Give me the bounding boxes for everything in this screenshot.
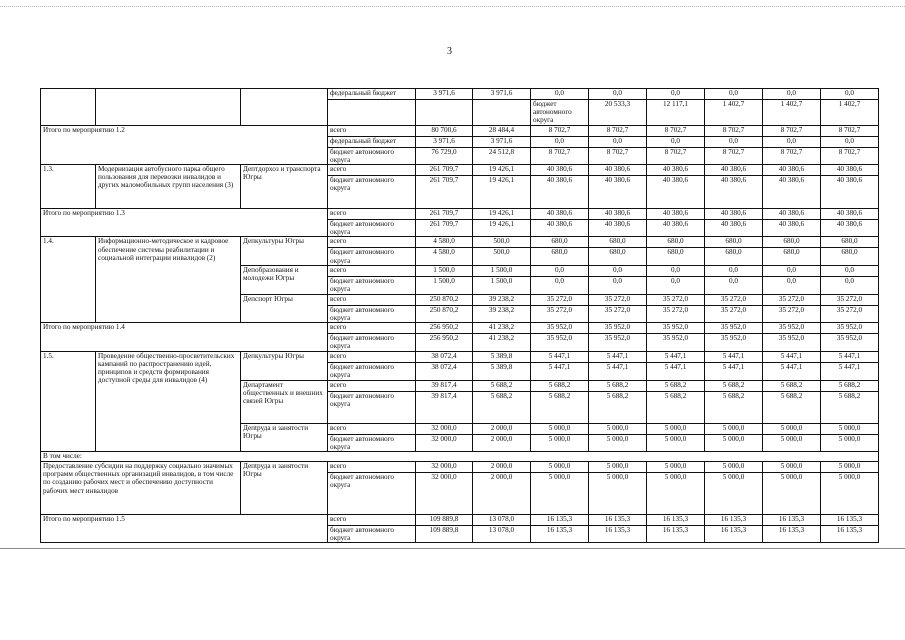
amount-cell: 16 135,3 [763,515,821,526]
amount-cell: 5 000,0 [821,473,879,515]
amount-cell: 680,0 [763,248,821,265]
funding-source: федеральный бюджет [328,89,416,100]
amount-cell: 500,0 [473,237,531,248]
funding-source: бюджет автономного округа [328,248,416,265]
amount-cell: 16 135,3 [763,526,821,543]
amount-cell: 261 709,7 [416,176,473,209]
amount-cell: 8 702,7 [763,125,821,136]
amount-cell: 5 000,0 [589,473,647,515]
funding-source: всего [328,294,416,305]
amount-cell: 35 952,0 [531,323,589,334]
amount-cell: 5 688,2 [589,391,647,423]
amount-cell: 261 709,7 [416,209,473,220]
funding-source: всего [328,515,416,526]
amount-cell: 35 272,0 [821,294,879,305]
amount-cell: 16 135,3 [647,515,705,526]
amount-cell: 32 000,0 [416,473,473,515]
table-body [41,89,879,543]
amount-cell: 40 380,6 [531,176,589,209]
amount-cell: 4 580,0 [416,248,473,265]
amount-cell: 40 380,6 [531,220,589,237]
amount-cell: 8 702,7 [705,147,763,164]
responsible-executor: Депtруда и занятости Югры [241,423,328,451]
amount-cell: 680,0 [589,248,647,265]
amount-cell: 40 380,6 [821,209,879,220]
measure-number: 1.5. [41,351,96,451]
amount-cell: 0,0 [763,136,821,147]
amount-cell: 5 000,0 [705,473,763,515]
responsible-executor: Депкультуры Югры [241,351,328,380]
amount-cell: 13 078,0 [473,515,531,526]
amount-cell: 0,0 [647,136,705,147]
amount-cell: 8 702,7 [763,147,821,164]
amount-cell: 5 688,2 [647,380,705,391]
amount-cell: 35 272,0 [589,305,647,322]
amount-cell: 40 380,6 [531,209,589,220]
amount-cell: 35 272,0 [705,305,763,322]
amount-cell: 0,0 [589,136,647,147]
amount-cell: 5 688,2 [821,380,879,391]
amount-cell: 1 402,7 [821,100,879,126]
amount-cell: 5 688,2 [531,391,589,423]
amount-cell: 5 688,2 [821,391,879,423]
funding-source: бюджет автономного округа [328,305,416,322]
amount-cell: 0,0 [763,276,821,294]
amount-cell: 5 000,0 [763,434,821,451]
amount-cell: 8 702,7 [531,147,589,164]
amount-cell: 261 709,7 [416,220,473,237]
amount-cell: 5 447,1 [589,351,647,362]
amount-cell: 5 000,0 [589,434,647,451]
amount-cell: 0,0 [531,276,589,294]
table-row [41,165,879,176]
amount-cell: 680,0 [821,248,879,265]
amount-cell: 0,0 [531,136,589,147]
amount-cell: 680,0 [531,237,589,248]
funding-source: всего [328,380,416,391]
amount-cell: 35 952,0 [531,334,589,351]
amount-cell: 680,0 [531,248,589,265]
amount-cell: 39 238,2 [473,305,531,322]
amount-cell: 3 971,6 [416,89,473,100]
amount-cell: 5 000,0 [589,462,647,473]
amount-cell: 3 971,6 [416,136,473,147]
measure-name [416,100,473,126]
amount-cell: 40 380,6 [705,176,763,209]
amount-cell: 39 817,4 [416,380,473,391]
amount-cell: 1 500,0 [473,276,531,294]
amount-cell: 8 702,7 [821,147,879,164]
measure-number [328,100,416,126]
responsible-executor: Депспорт Югры [241,294,328,322]
amount-cell: 5 000,0 [763,423,821,434]
measure-name: Информационно-методическое и кадровое обеспечение системы реабилитации и социальной интеграции инвалидов (2) [96,237,241,323]
amount-cell: 35 272,0 [763,305,821,322]
amount-cell: 8 702,7 [647,125,705,136]
amount-cell: 256 950,2 [416,323,473,334]
amount-cell: 35 952,0 [763,323,821,334]
amount-cell: 16 135,3 [589,515,647,526]
amount-cell: 19 426,1 [473,165,531,176]
amount-cell: 24 512,8 [473,147,531,164]
amount-cell: 680,0 [763,237,821,248]
amount-cell: 0,0 [647,89,705,100]
responsible-executor [241,89,328,126]
amount-cell: 5 447,1 [531,351,589,362]
amount-cell: 5 688,2 [705,380,763,391]
table-row [41,515,879,526]
funding-source: всего [328,209,416,220]
amount-cell: 8 702,7 [821,125,879,136]
amount-cell: 19 426,1 [473,220,531,237]
amount-cell: 40 380,6 [647,220,705,237]
amount-cell: 8 702,7 [647,147,705,164]
amount-cell: 35 272,0 [705,294,763,305]
amount-cell: 680,0 [647,248,705,265]
amount-cell: 5 688,2 [473,391,531,423]
amount-cell: 680,0 [821,237,879,248]
amount-cell: 16 135,3 [531,526,589,543]
amount-cell: 40 380,6 [763,220,821,237]
amount-cell: 680,0 [705,237,763,248]
amount-cell: 40 380,6 [647,165,705,176]
funding-source: федеральный бюджет [328,136,416,147]
amount-cell: 5 688,2 [763,391,821,423]
amount-cell: 0,0 [763,89,821,100]
amount-cell: 39 817,4 [416,391,473,423]
responsible-executor: Депtруда и занятости Югры [241,462,328,515]
responsible-executor: Депобразования и молодежи Югры [241,265,328,294]
funding-source: бюджет автономного округа [328,362,416,380]
amount-cell: 680,0 [647,237,705,248]
funding-source: бюджет автономного округа [328,434,416,451]
amount-cell: 40 380,6 [589,176,647,209]
amount-cell: 5 000,0 [647,462,705,473]
table-row [41,89,879,100]
amount-cell: 0,0 [647,276,705,294]
measure-name [96,89,241,126]
amount-cell: 5 000,0 [763,462,821,473]
amount-cell: 2 000,0 [473,462,531,473]
amount-cell: 8 702,7 [589,147,647,164]
amount-cell: 250 870,2 [416,305,473,322]
amount-cell: 40 380,6 [821,176,879,209]
amount-cell: 0,0 [705,276,763,294]
amount-cell: 35 952,0 [705,323,763,334]
amount-cell: 40 380,6 [705,220,763,237]
amount-cell: 1 500,0 [473,265,531,276]
amount-cell: 40 380,6 [763,176,821,209]
amount-cell: 35 272,0 [647,294,705,305]
responsible-executor [473,100,531,126]
amount-cell: 0,0 [531,265,589,276]
amount-cell: 0,0 [821,89,879,100]
amount-cell: 35 952,0 [589,334,647,351]
subtotal-title: Итого по мероприятию 1.2 [41,125,328,164]
amount-cell: 5 447,1 [705,362,763,380]
budget-table [40,88,879,543]
amount-cell: 35 272,0 [647,305,705,322]
amount-cell: 5 000,0 [705,423,763,434]
amount-cell: 680,0 [589,237,647,248]
amount-cell: 5 447,1 [763,362,821,380]
amount-cell: 0,0 [821,136,879,147]
funding-source: бюджет автономного округа [328,334,416,351]
funding-source: бюджет автономного округа [328,276,416,294]
amount-cell: 5 688,2 [647,391,705,423]
amount-cell: 40 380,6 [821,220,879,237]
table-row [41,209,879,220]
funding-source: бюджет автономного округа [328,147,416,164]
funding-source: бюджет автономного округа [328,391,416,423]
amount-cell: 5 000,0 [531,462,589,473]
amount-cell: 0,0 [589,89,647,100]
amount-cell: 5 688,2 [473,380,531,391]
amount-cell: 5 000,0 [647,473,705,515]
amount-cell: 35 272,0 [531,305,589,322]
amount-cell: 38 072,4 [416,351,473,362]
amount-cell: 5 688,2 [763,380,821,391]
funding-source: всего [328,265,416,276]
amount-cell: 35 272,0 [763,294,821,305]
amount-cell: 5 447,1 [589,362,647,380]
amount-cell: 0,0 [705,265,763,276]
amount-cell: 35 272,0 [821,305,879,322]
responsible-executor: Депкультуры Югры [241,237,328,265]
amount-cell: 5 000,0 [763,473,821,515]
amount-cell: 261 709,7 [416,165,473,176]
amount-cell: 16 135,3 [705,526,763,543]
amount-cell: 5 000,0 [821,423,879,434]
amount-cell: 5 000,0 [821,434,879,451]
amount-cell: 5 447,1 [531,362,589,380]
amount-cell: 1 500,0 [416,276,473,294]
subtotal-title: Итого по мероприятию 1.3 [41,209,328,237]
amount-cell: 19 426,1 [473,209,531,220]
funding-source: всего [328,237,416,248]
funding-source: бюджет автономного округа [328,220,416,237]
amount-cell: 5 000,0 [531,473,589,515]
amount-cell: 40 380,6 [589,209,647,220]
amount-cell: 2 000,0 [473,473,531,515]
amount-cell: 109 889,8 [416,515,473,526]
amount-cell: 35 952,0 [647,334,705,351]
amount-cell: 35 952,0 [647,323,705,334]
amount-cell: 0,0 [821,276,879,294]
funding-source: бюджет автономного округа [531,100,589,126]
amount-cell: 3 971,6 [473,89,531,100]
funding-source: всего [328,423,416,434]
amount-cell: 16 135,3 [705,515,763,526]
subtotal-title: Предоставление субсидии на поддержку социально значимых программ общественных организаций инвалидов, в том числе по созданию рабочих мест и обеспечению доступности рабочих мест инвалидов [41,462,241,515]
subtotal-title: Итого по мероприятию 1.4 [41,323,328,351]
amount-cell: 0,0 [705,136,763,147]
amount-cell: 5 000,0 [821,462,879,473]
amount-cell: 40 380,6 [531,165,589,176]
measure-number: 1.4. [41,237,96,323]
amount-cell: 32 000,0 [416,423,473,434]
table-row [41,237,879,248]
amount-cell: 5 000,0 [531,423,589,434]
table-row [41,125,879,136]
amount-cell: 1 500,0 [416,265,473,276]
amount-cell: 5 000,0 [705,434,763,451]
amount-cell: 40 380,6 [647,176,705,209]
amount-cell: 5 000,0 [647,434,705,451]
amount-cell: 5 447,1 [821,362,879,380]
funding-source: всего [328,323,416,334]
amount-cell: 5 389,8 [473,362,531,380]
amount-cell: 5 389,8 [473,351,531,362]
amount-cell: 13 078,0 [473,526,531,543]
measure-name: Проведение общественно-просветительских кампаний по распространению идей, принципов и средств формирования доступной среды для инвалидов (4) [96,351,241,451]
table-row [41,452,879,462]
measure-number [41,89,96,126]
amount-cell: 1 402,7 [763,100,821,126]
amount-cell: 80 700,6 [416,125,473,136]
amount-cell: 5 447,1 [821,351,879,362]
amount-cell: 40 380,6 [763,209,821,220]
amount-cell: 5 688,2 [705,391,763,423]
amount-cell: 109 889,8 [416,526,473,543]
amount-cell: 35 272,0 [531,294,589,305]
amount-cell: 0,0 [705,89,763,100]
amount-cell: 8 702,7 [531,125,589,136]
amount-cell: 5 688,2 [589,380,647,391]
amount-cell: 5 000,0 [531,434,589,451]
amount-cell: 41 238,2 [473,334,531,351]
amount-cell: 16 135,3 [821,526,879,543]
amount-cell: 35 952,0 [589,323,647,334]
amount-cell: 16 135,3 [531,515,589,526]
amount-cell: 4 580,0 [416,237,473,248]
amount-cell: 35 952,0 [821,334,879,351]
section-note: В том числе: [41,452,879,462]
amount-cell: 32 000,0 [416,462,473,473]
table-row [41,462,879,473]
amount-cell: 5 688,2 [531,380,589,391]
table-row [41,323,879,334]
amount-cell: 35 272,0 [589,294,647,305]
amount-cell: 0,0 [821,265,879,276]
amount-cell: 16 135,3 [589,526,647,543]
amount-cell: 39 238,2 [473,294,531,305]
subtotal-title: Итого по мероприятию 1.5 [41,515,328,543]
amount-cell: 0,0 [589,265,647,276]
amount-cell: 500,0 [473,248,531,265]
amount-cell: 16 135,3 [647,526,705,543]
amount-cell: 40 380,6 [705,209,763,220]
amount-cell: 2 000,0 [473,423,531,434]
amount-cell: 35 952,0 [821,323,879,334]
amount-cell: 38 072,4 [416,362,473,380]
funding-source: бюджет автономного округа [328,176,416,209]
amount-cell: 41 238,2 [473,323,531,334]
amount-cell: 76 729,0 [416,147,473,164]
funding-source: всего [328,165,416,176]
amount-cell: 680,0 [705,248,763,265]
amount-cell: 40 380,6 [647,209,705,220]
table-row [41,351,879,362]
amount-cell: 2 000,0 [473,434,531,451]
amount-cell: 0,0 [647,265,705,276]
amount-cell: 5 447,1 [647,351,705,362]
funding-source: бюджет автономного округа [328,473,416,515]
amount-cell: 35 952,0 [763,334,821,351]
funding-source: всего [328,351,416,362]
amount-cell: 0,0 [531,89,589,100]
funding-source: всего [328,125,416,136]
amount-cell: 40 380,6 [705,165,763,176]
amount-cell: 5 000,0 [647,423,705,434]
page-number: 3 [447,46,452,57]
amount-cell: 0,0 [763,265,821,276]
amount-cell: 12 117,1 [647,100,705,126]
amount-cell: 0,0 [589,276,647,294]
amount-cell: 32 000,0 [416,434,473,451]
responsible-executor: Дептдорхоз и транспорта Югры [241,165,328,209]
funding-source: бюджет автономного округа [328,526,416,543]
scan-artifact-line [0,6,905,8]
amount-cell: 256 950,2 [416,334,473,351]
amount-cell: 5 447,1 [705,351,763,362]
funding-source: всего [328,462,416,473]
measure-name: Модернизация автобусного парка общего пользования для перевозки инвалидов и других маломобильных групп населения (3) [96,165,241,209]
page-bottom-rule [0,548,905,549]
amount-cell: 35 952,0 [705,334,763,351]
amount-cell: 28 484,4 [473,125,531,136]
amount-cell: 5 000,0 [589,423,647,434]
amount-cell: 40 380,6 [589,165,647,176]
amount-cell: 3 971,6 [473,136,531,147]
responsible-executor: Департамент общественных и внешних связей Югры [241,380,328,423]
amount-cell: 1 402,7 [705,100,763,126]
amount-cell: 5 000,0 [705,462,763,473]
amount-cell: 5 447,1 [647,362,705,380]
amount-cell: 5 447,1 [763,351,821,362]
amount-cell: 16 135,3 [821,515,879,526]
amount-cell: 20 533,3 [589,100,647,126]
measure-number: 1.3. [41,165,96,209]
amount-cell: 40 380,6 [589,220,647,237]
amount-cell: 40 380,6 [821,165,879,176]
amount-cell: 40 380,6 [763,165,821,176]
amount-cell: 250 870,2 [416,294,473,305]
amount-cell: 8 702,7 [589,125,647,136]
amount-cell: 19 426,1 [473,176,531,209]
amount-cell: 8 702,7 [705,125,763,136]
